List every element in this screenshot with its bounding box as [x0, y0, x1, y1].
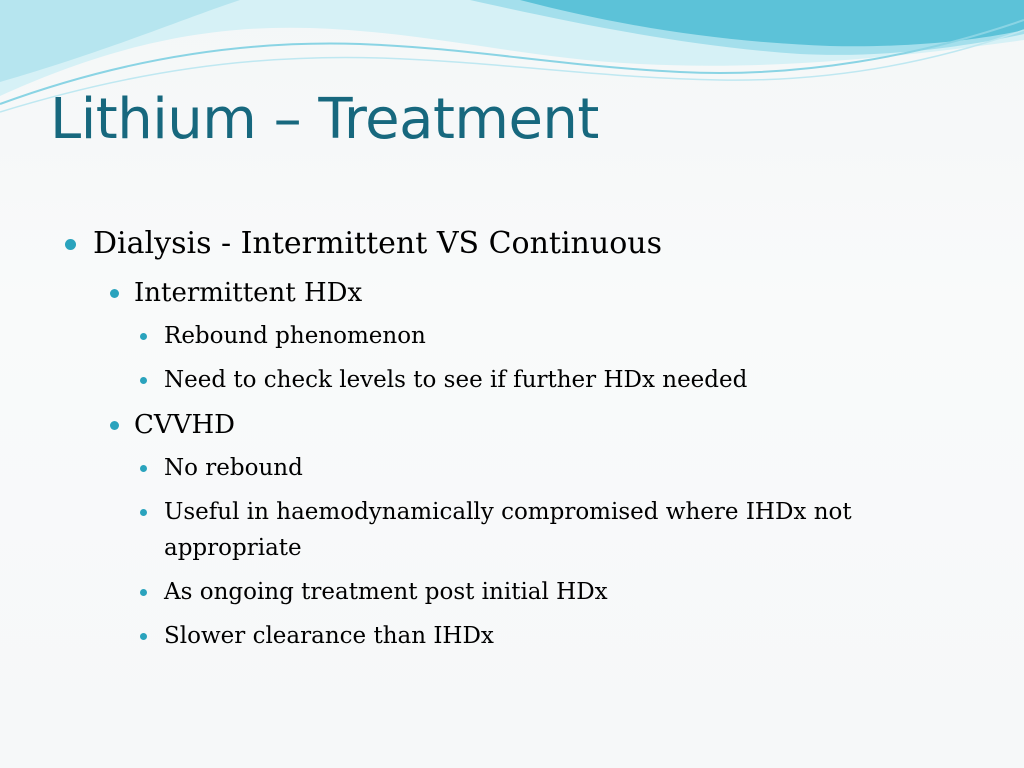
bullet-text: CVVHD: [134, 410, 235, 440]
bullet-item: [60, 274, 990, 312]
bullet-item: [60, 494, 990, 566]
bullet-dot-icon: [140, 377, 147, 384]
bullet-text: Rebound phenomenon: [164, 323, 426, 349]
bullet-text: Useful in haemodynamically compromised where IHDx not appropriate: [164, 499, 852, 561]
bullet-text: Dialysis - Intermittent VS Continuous: [93, 226, 662, 261]
slide-title: Lithium – Treatment: [50, 87, 599, 152]
bullet-item: [60, 574, 990, 610]
bullet-dot-icon: [140, 333, 147, 340]
bullet-text: As ongoing treatment post initial HDx: [164, 579, 608, 605]
bullet-dot-icon: [110, 421, 119, 430]
bullet-list: [60, 222, 990, 662]
bullet-item: [60, 318, 990, 354]
bullet-text: Slower clearance than IHDx: [164, 623, 494, 649]
bullet-item: [60, 362, 990, 398]
bullet-item: [60, 406, 990, 444]
bullet-item: [60, 618, 990, 654]
bullet-item: [60, 450, 990, 486]
bullet-text: Intermittent HDx: [134, 278, 363, 308]
bullet-dot-icon: [110, 289, 119, 298]
bullet-dot-icon: [140, 633, 147, 640]
bullet-dot-icon: [140, 589, 147, 596]
bullet-dot-icon: [140, 465, 147, 472]
bullet-text: No rebound: [164, 455, 303, 481]
bullet-dot-icon: [65, 239, 76, 250]
bullet-dot-icon: [140, 509, 147, 516]
bullet-item: [60, 222, 990, 266]
bullet-text: Need to check levels to see if further HDx needed: [164, 367, 748, 393]
